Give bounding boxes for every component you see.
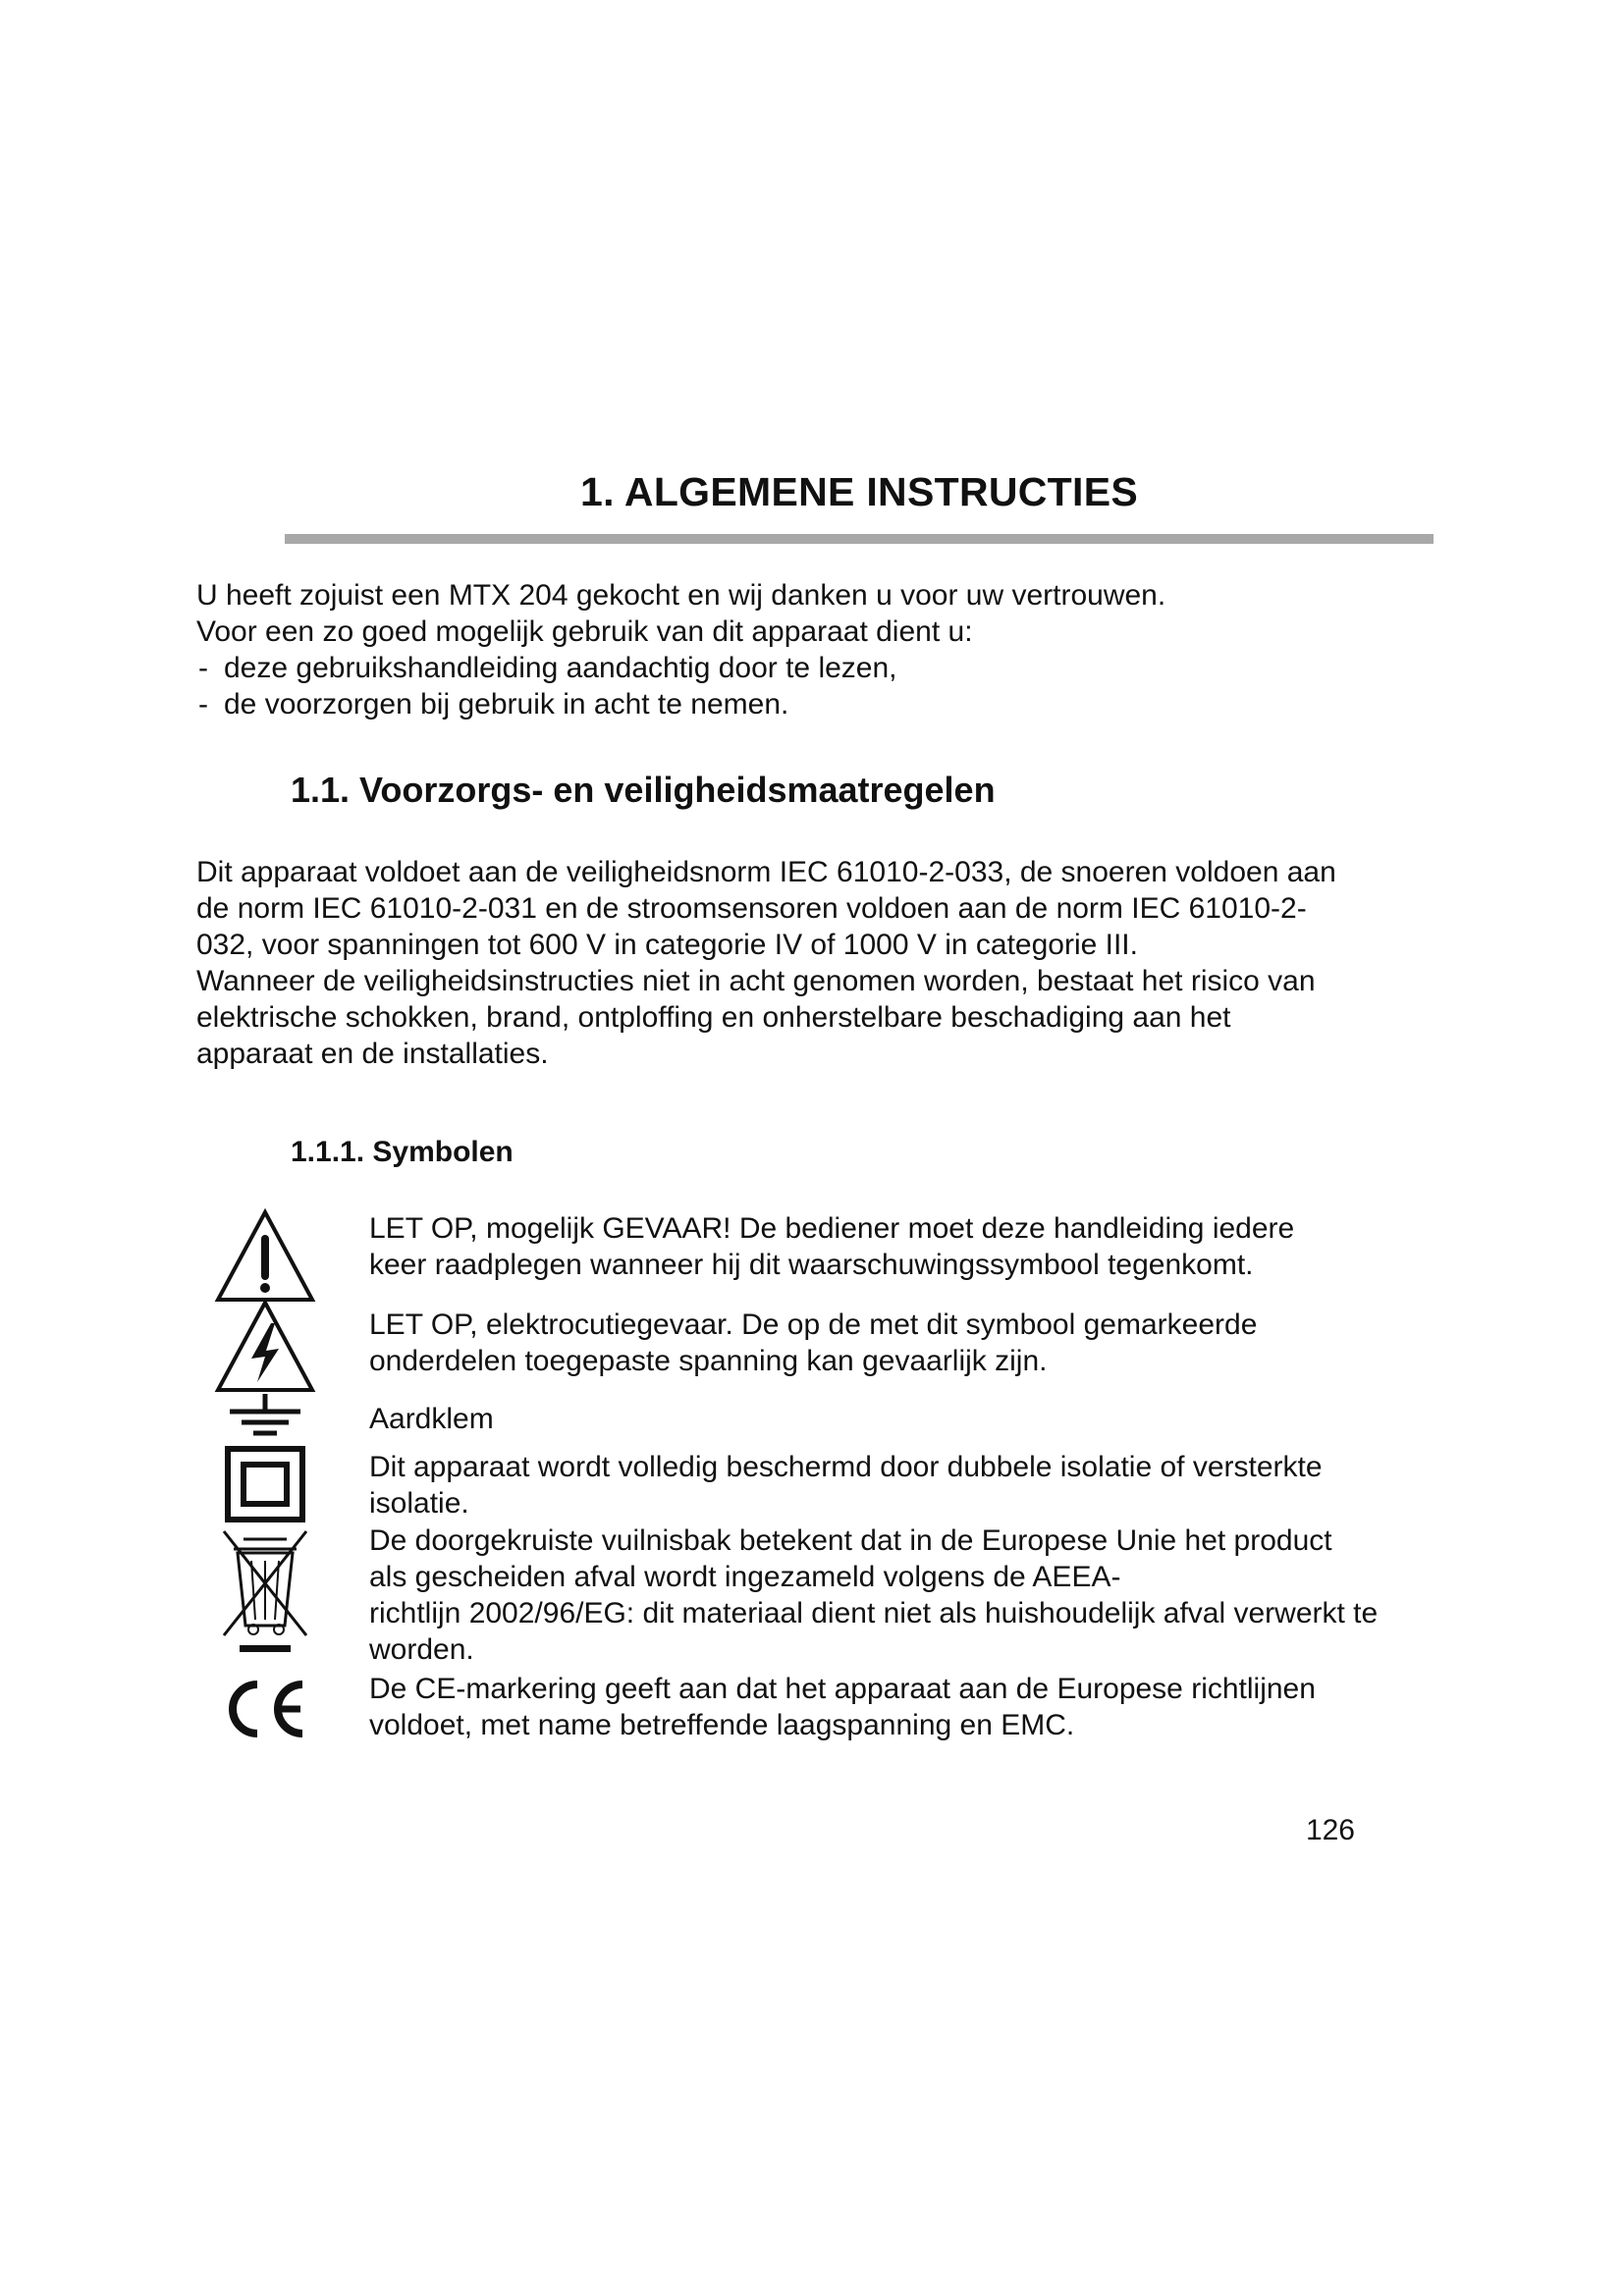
description-line: voldoet, met name betreffende laagspanning en EMC. (369, 1709, 1075, 1741)
page-number: 126 (1305, 1814, 1355, 1846)
description-line: onderdelen toegepaste spanning kan gevaarlijk zijn. (369, 1345, 1048, 1377)
description-line: worden. (369, 1633, 474, 1666)
description-line: LET OP, mogelijk GEVAAR! De bediener moet deze handleiding iedere (369, 1212, 1295, 1245)
earth-terminal-icon (224, 1392, 306, 1441)
symbol-description-ce (369, 1671, 1479, 1743)
paragraph-line: Wanneer de veiligheidsinstructies niet in acht genomen worden, bestaat het risico van (196, 965, 1316, 997)
symbol-description-bin (369, 1522, 1479, 1668)
warning-triangle-icon (214, 1207, 316, 1306)
chapter-title: 1. ALGEMENE INSTRUCTIES (579, 469, 1139, 514)
paragraph-line: elektrische schokken, brand, ontploffing en onherstelbare beschadiging aan het (196, 1001, 1231, 1034)
description-line: Aardklem (369, 1403, 494, 1435)
intro-line: Voor een zo goed mogelijk gebruik van dit apparaat dient u: (196, 615, 973, 648)
double-insulation-icon (224, 1445, 306, 1523)
title-underline (285, 534, 1434, 544)
description-line: LET OP, elektrocutiegevaar. De op de met dit symbool gemarkeerde (369, 1308, 1258, 1341)
description-line: Dit apparaat wordt volledig beschermd door dubbele isolatie of versterkte (369, 1451, 1323, 1483)
symbol-description-earth (369, 1401, 1479, 1437)
paragraph-line: de norm IEC 61010-2-031 en de stroomsensoren voldoen aan de norm IEC 61010-2- (196, 892, 1307, 925)
description-line: richtlijn 2002/96/EG: dit materiaal dient niet als huishoudelijk afval verwerkt te (369, 1597, 1379, 1629)
paragraph-line: apparaat en de installaties. (196, 1038, 549, 1070)
section-title: 1.1. Voorzorgs- en veiligheidsmaatregelen (291, 770, 996, 810)
subsection-title: 1.1.1. Symbolen (291, 1136, 514, 1168)
list-item: - de voorzorgen bij gebruik in acht te nemen. (196, 686, 1473, 722)
safety-paragraph (196, 854, 1473, 1072)
paragraph-line: 032, voor spanningen tot 600 V in categorie IV of 1000 V in categorie III. (196, 929, 1138, 961)
description-line: keer raadplegen wanneer hij dit waarschuwingssymbool tegenkomt. (369, 1249, 1254, 1281)
symbol-description-electrocution (369, 1307, 1479, 1379)
list-item: - deze gebruikshandleiding aandachtig door te lezen, (196, 650, 1473, 686)
description-line: als gescheiden afval wordt ingezameld volgens de AEEA- (369, 1561, 1121, 1593)
symbol-description-double-insulation (369, 1449, 1479, 1522)
description-line: isolatie. (369, 1487, 469, 1520)
electrocution-warning-icon (214, 1298, 316, 1396)
intro-line: U heeft zojuist een MTX 204 gekocht en wij danken u voor uw vertrouwen. (196, 579, 1166, 612)
intro-list (196, 650, 1473, 722)
symbol-description-warning (369, 1210, 1479, 1283)
crossed-bin-icon (220, 1527, 310, 1655)
intro-block (196, 577, 1473, 722)
description-line: De doorgekruiste vuilnisbak betekent dat in de Europese Unie het product (369, 1524, 1332, 1557)
ce-mark-icon (218, 1677, 312, 1741)
paragraph-line: Dit apparaat voldoet aan de veiligheidsnorm IEC 61010-2-033, de snoeren voldoen aan (196, 856, 1336, 888)
description-line: De CE-markering geeft aan dat het apparaat aan de Europese richtlijnen (369, 1673, 1316, 1705)
